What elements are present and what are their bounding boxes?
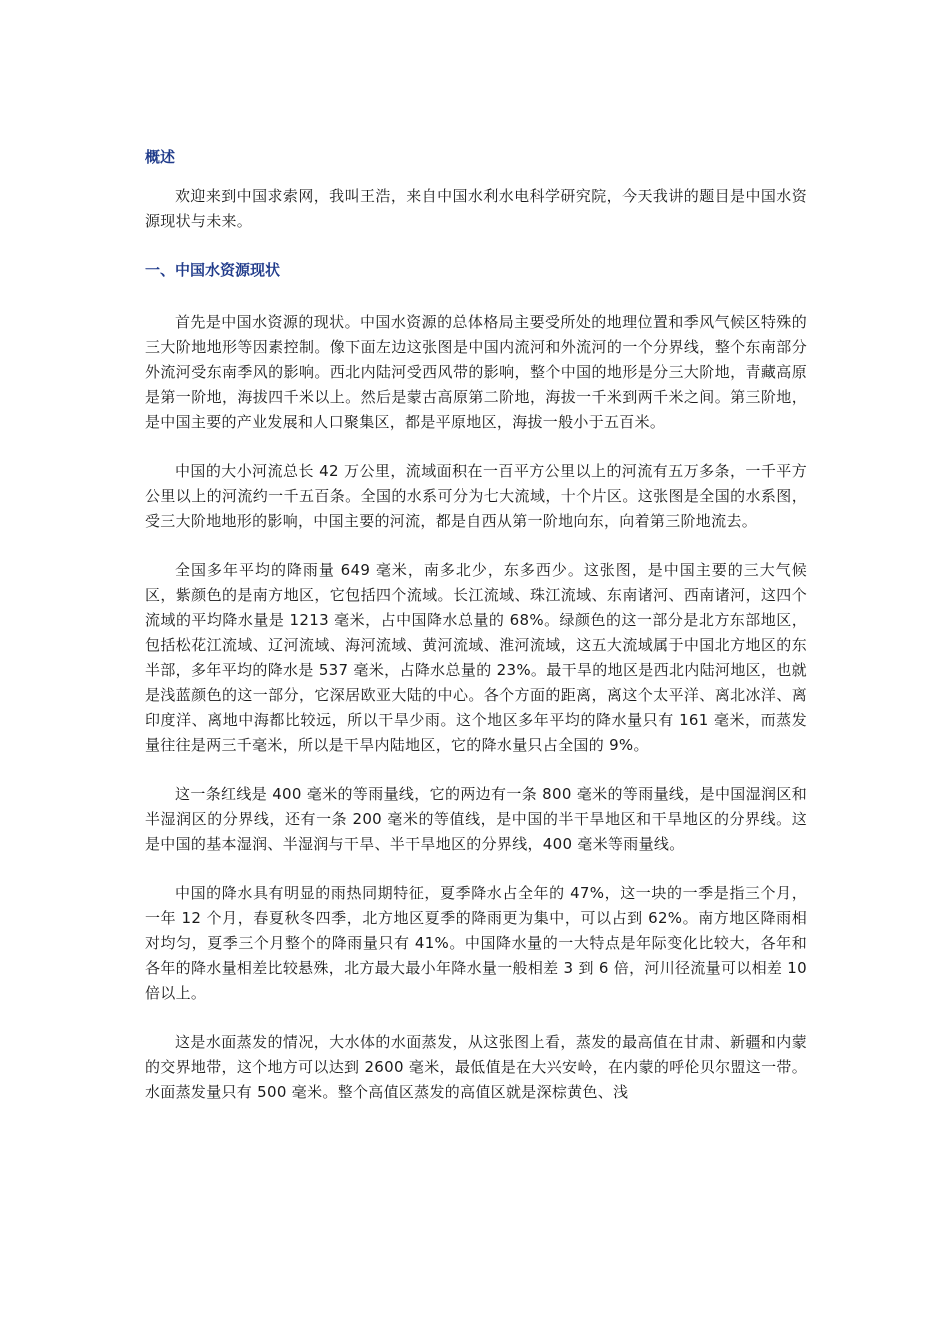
paragraph-evaporation: 这是水面蒸发的情况，大水体的水面蒸发，从这张图上看，蒸发的最高值在甘肃、新疆和内蒙的交界地带，这个地方可以达到 2600 毫米，最低值是在大兴安岭，在内蒙的呼伦贝尔盟这一带。水面蒸发量只有 500 毫米。整个高值区蒸发的高值区就是深棕黄色、浅 [145, 1033, 807, 1101]
document-page [145, 145, 807, 1129]
intro-paragraph: 欢迎来到中国求索网，我叫王浩，来自中国水利水电科学研究院，今天我讲的题目是中国水资源现状与未来。 [145, 187, 807, 230]
paragraph-precipitation: 全国多年平均的降雨量 649 毫米，南多北少，东多西少。这张图，是中国主要的三大气候区，紫颜色的是南方地区，它包括四个流域。长江流域、珠江流域、东南诸河、西南诸河，这四个流域的平均降水量是 1213 毫米，占中国降水总量的 68%。绿颜色的这一部分是北方东部地区，包括松花江流域、辽河流域、海河流域、黄河流域、淮河流域，这五大流域属于中国北方地区的东半部，多年平均的降水是 537 毫米，占降水总量的 23%。最干旱的地区是西北内陆河地区，也就是浅蓝颜色的这一部分，它深居欧亚大陆的中心。各个方面的距离，离这个太平洋、离北冰洋、离印度洋、离地中海都比较远，所以干旱少雨。这个地区多年平均的降水量只有 161 毫米，而蒸发量往往是两三千毫米，所以是干旱内陆地区，它的降水量只占全国的 9%。 [145, 561, 807, 754]
paragraph-geography: 首先是中国水资源的现状。中国水资源的总体格局主要受所处的地理位置和季风气候区特殊的三大阶地地形等因素控制。像下面左边这张图是中国内流河和外流河的一个分界线，整个东南部分外流河受东南季风的影响。西北内陆河受西风带的影响，整个中国的地形是分三大阶地，青藏高原是第一阶地，海拔四千米以上。然后是蒙古高原第二阶地，海拔一千米到两千米之间。第三阶地，是中国主要的产业发展和人口聚集区，都是平原地区，海拔一般小于五百米。 [145, 313, 807, 431]
section-1-heading: 一、中国水资源现状 [145, 261, 281, 279]
paragraph-seasonal-rain: 中国的降水具有明显的雨热同期特征，夏季降水占全年的 47%，这一块的一季是指三个月，一年 12 个月，春夏秋冬四季，北方地区夏季的降雨更为集中，可以占到 62%。南方地区降雨相对均匀，夏季三个月整个的降雨量只有 41%。中国降水量的一大特点是年际变化比较大，各年和各年的降水量相差比较悬殊，北方最大最小年降水量一般相差 3 到 6 倍，河川径流量可以相差 10 倍以上。 [145, 884, 807, 1002]
paragraph-rivers: 中国的大小河流总长 42 万公里，流域面积在一百平方公里以上的河流有五万多条，一千平方公里以上的河流约一千五百条。全国的水系可分为七大流域，十个片区。这张图是全国的水系图，受三大阶地地形的影响，中国主要的河流，都是自西从第一阶地向东，向着第三阶地流去。 [145, 462, 807, 530]
paragraph-isohyet: 这一条红线是 400 毫米的等雨量线，它的两边有一条 800 毫米的等雨量线，是中国湿润区和半湿润区的分界线，还有一条 200 毫米的等值线，是中国的半干旱地区和干旱地区的分界线。这是中国的基本湿润、半湿润与干旱、半干旱地区的分界线，400 毫米等雨量线。 [145, 785, 807, 853]
overview-heading: 概述 [145, 148, 176, 166]
